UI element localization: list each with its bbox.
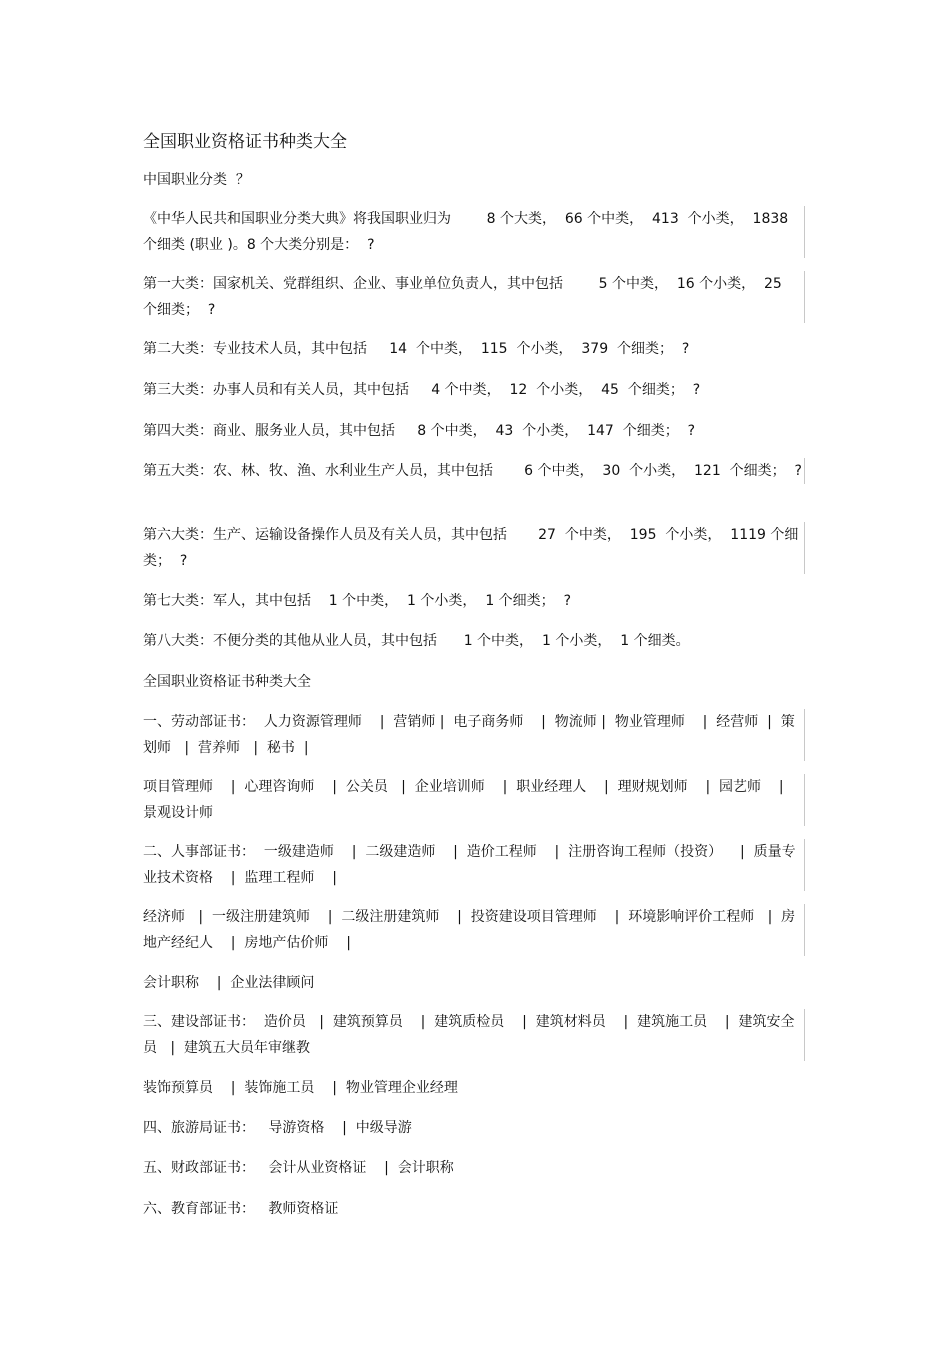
paragraph-finance-ministry-certificates: 五、财政部证书： 会计从业资格证 | 会计职称	[143, 1160, 454, 1176]
document-title: 全国职业资格证书种类大全	[143, 132, 347, 152]
paragraph-construction-ministry-certificates: 三、建设部证书： 造价员 | 建筑预算员 | 建筑质检员 | 建筑材料员 | 建筑施工员 | 建筑安全员 | 建筑五大员年审继教	[143, 1009, 805, 1061]
paragraph-major-category-5: 第五大类：农、林、牧、渔、水利业生产人员，其中包括 6 个中类， 30 个小类， 121 个细类； ?	[143, 458, 805, 484]
paragraph-personnel-ministry-certificates-extra: 会计职称 | 企业法律顾问	[143, 975, 315, 991]
paragraph-major-category-7: 第七大类：军人，其中包括 1 个中类， 1 个小类， 1 个细类； ?	[143, 593, 572, 609]
paragraph-major-category-3: 第三大类：办事人员和有关人员，其中包括 4 个中类， 12 个小类， 45 个细类； ?	[143, 382, 701, 398]
paragraph-labor-ministry-certificates: 一、劳动部证书： 人力资源管理师 | 营销师 | 电子商务师 | 物流师 | 物业管理师 | 经营师 | 策划师 | 营养师 | 秘书 |	[143, 709, 805, 761]
paragraph-major-category-4: 第四大类：商业、服务业人员，其中包括 8 个中类， 43 个小类， 147 个细类； ?	[143, 423, 696, 439]
paragraph-major-category-1: 第一大类：国家机关、党群组织、企业、事业单位负责人，其中包括 5 个中类， 16 个小类， 25 个细类； ?	[143, 271, 805, 323]
paragraph-education-ministry-certificates: 六、教育部证书： 教师资格证	[143, 1201, 339, 1217]
paragraph-occupation-classification-heading: 中国职业分类 ？	[143, 172, 250, 188]
paragraph-personnel-ministry-certificates-continued: 经济师 | 一级注册建筑师 | 二级注册建筑师 | 投资建设项目管理师 | 环境影响评价工程师 | 房地产经纪人 | 房地产估价师 |	[143, 904, 805, 956]
paragraph-personnel-ministry-certificates: 二、人事部证书： 一级建造师 | 二级建造师 | 造价工程师 | 注册咨询工程师（投资） | 质量专业技术资格 | 监理工程师 |	[143, 839, 805, 891]
paragraph-major-category-2: 第二大类：专业技术人员，其中包括 14 个中类， 115 个小类， 379 个细类； ?	[143, 341, 690, 357]
paragraph-construction-ministry-certificates-continued: 装饰预算员 | 装饰施工员 | 物业管理企业经理	[143, 1080, 458, 1096]
paragraph-labor-ministry-certificates-continued: 项目管理师 | 心理咨询师 | 公关员 | 企业培训师 | 职业经理人 | 理财规划师 | 园艺师 | 景观设计师	[143, 774, 805, 826]
paragraph-major-category-6: 第六大类：生产、运输设备操作人员及有关人员，其中包括 27 个中类， 195 个小类， 1119 个细类； ?	[143, 522, 805, 574]
paragraph-tourism-bureau-certificates: 四、旅游局证书： 导游资格 | 中级导游	[143, 1120, 412, 1136]
paragraph-major-category-8: 第八大类：不便分类的其他从业人员，其中包括 1 个中类， 1 个小类， 1 个细类。	[143, 633, 690, 649]
paragraph-certificate-list-heading: 全国职业资格证书种类大全	[143, 674, 311, 690]
paragraph-classification-overview: 《中华人民共和国职业分类大典》将我国职业归为 8 个大类， 66 个中类， 413 个小类， 1838 个细类 (职业 )。8 个大类分别是： ?	[143, 206, 805, 258]
